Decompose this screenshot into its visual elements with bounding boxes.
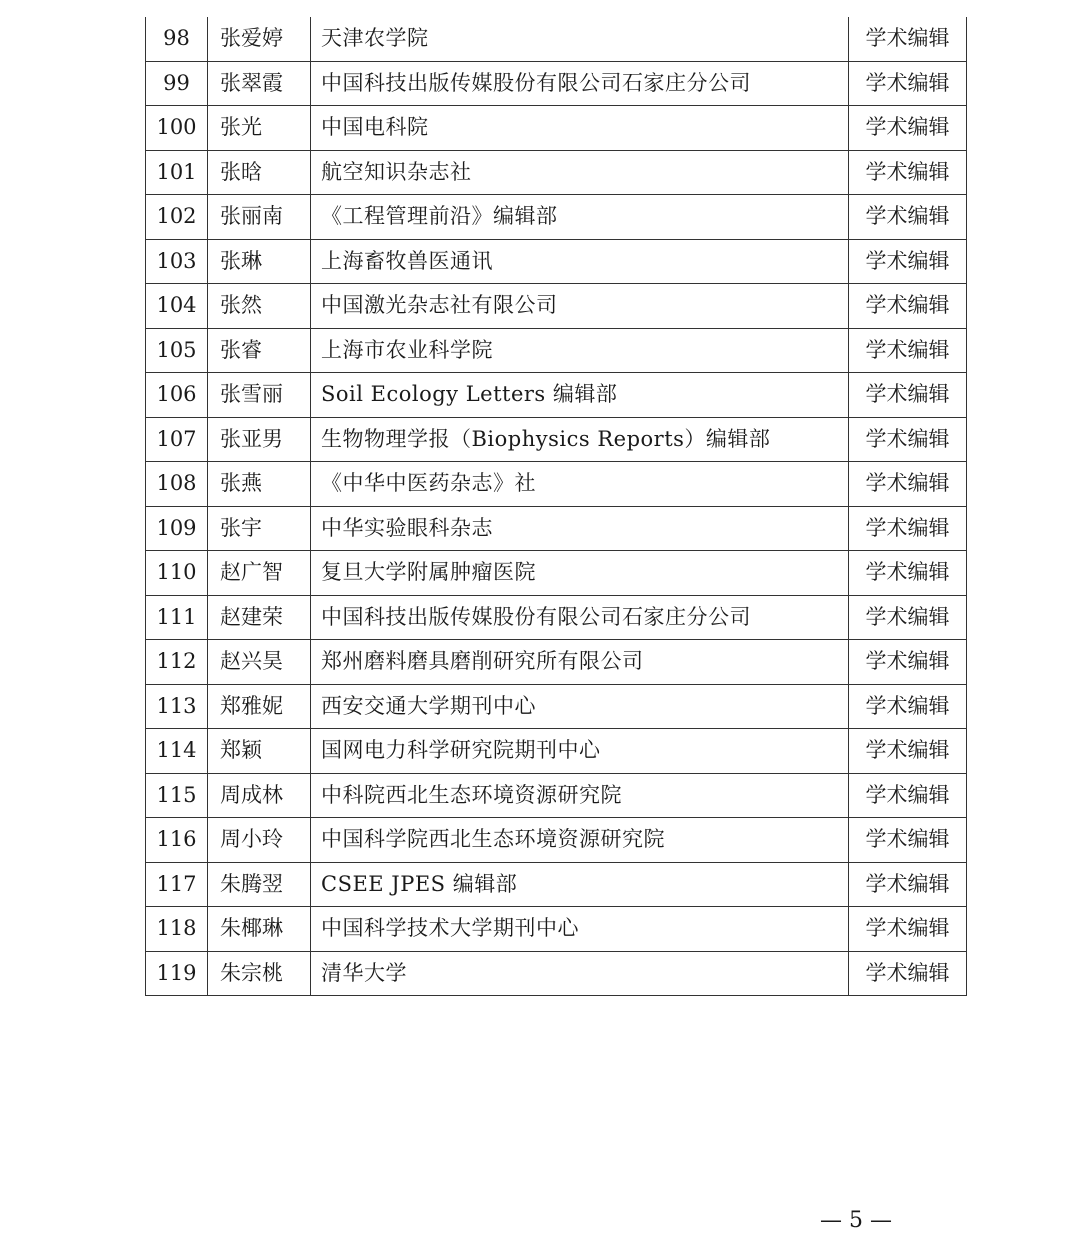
- name-cell: 周小玲: [208, 818, 311, 863]
- name-cell: 郑雅妮: [208, 684, 311, 729]
- table-row: [146, 106, 967, 151]
- table-row: [146, 684, 967, 729]
- role-cell: 学术编辑: [849, 239, 967, 284]
- organization-cell: 航空知识杂志社: [311, 150, 849, 195]
- name-cell: 朱宗桃: [208, 951, 311, 996]
- roster-table: [145, 17, 967, 996]
- name-cell: 张亚男: [208, 417, 311, 462]
- organization-cell: 清华大学: [311, 951, 849, 996]
- name-cell: 张然: [208, 284, 311, 329]
- role-cell: 学术编辑: [849, 373, 967, 418]
- row-number-cell: 115: [146, 773, 208, 818]
- row-number-cell: 117: [146, 862, 208, 907]
- row-number-cell: 106: [146, 373, 208, 418]
- role-cell: 学术编辑: [849, 106, 967, 151]
- row-number-cell: 104: [146, 284, 208, 329]
- organization-cell: 中国科技出版传媒股份有限公司石家庄分公司: [311, 595, 849, 640]
- role-cell: 学术编辑: [849, 595, 967, 640]
- name-cell: 张光: [208, 106, 311, 151]
- name-cell: 张雪丽: [208, 373, 311, 418]
- table-row: [146, 462, 967, 507]
- role-cell: 学术编辑: [849, 150, 967, 195]
- table-row: [146, 17, 967, 61]
- role-cell: 学术编辑: [849, 284, 967, 329]
- row-number-cell: 105: [146, 328, 208, 373]
- name-cell: 赵兴昊: [208, 640, 311, 685]
- name-cell: 张燕: [208, 462, 311, 507]
- table-row: [146, 417, 967, 462]
- row-number-cell: 112: [146, 640, 208, 685]
- row-number-cell: 118: [146, 907, 208, 952]
- name-cell: 朱腾翌: [208, 862, 311, 907]
- organization-cell: 复旦大学附属肿瘤医院: [311, 551, 849, 596]
- name-cell: 张翠霞: [208, 61, 311, 106]
- row-number-cell: 98: [146, 17, 208, 61]
- table-row: [146, 640, 967, 685]
- role-cell: 学术编辑: [849, 729, 967, 774]
- organization-cell: Soil Ecology Letters 编辑部: [311, 373, 849, 418]
- table-row: [146, 951, 967, 996]
- role-cell: 学术编辑: [849, 907, 967, 952]
- role-cell: 学术编辑: [849, 328, 967, 373]
- role-cell: 学术编辑: [849, 684, 967, 729]
- organization-cell: 《中华中医药杂志》社: [311, 462, 849, 507]
- organization-cell: 中国科学院西北生态环境资源研究院: [311, 818, 849, 863]
- row-number-cell: 99: [146, 61, 208, 106]
- organization-cell: 上海市农业科学院: [311, 328, 849, 373]
- role-cell: 学术编辑: [849, 195, 967, 240]
- table-row: [146, 328, 967, 373]
- organization-cell: 中国科技出版传媒股份有限公司石家庄分公司: [311, 61, 849, 106]
- name-cell: 张晗: [208, 150, 311, 195]
- row-number-cell: 107: [146, 417, 208, 462]
- row-number-cell: 119: [146, 951, 208, 996]
- role-cell: 学术编辑: [849, 61, 967, 106]
- organization-cell: 中科院西北生态环境资源研究院: [311, 773, 849, 818]
- table-row: [146, 551, 967, 596]
- role-cell: 学术编辑: [849, 506, 967, 551]
- role-cell: 学术编辑: [849, 462, 967, 507]
- table-row: [146, 373, 967, 418]
- table-row: [146, 239, 967, 284]
- organization-cell: 生物物理学报（Biophysics Reports）编辑部: [311, 417, 849, 462]
- organization-cell: 上海畜牧兽医通讯: [311, 239, 849, 284]
- row-number-cell: 116: [146, 818, 208, 863]
- name-cell: 周成林: [208, 773, 311, 818]
- roster-body: [146, 17, 967, 996]
- row-number-cell: 100: [146, 106, 208, 151]
- name-cell: 张爱婷: [208, 17, 311, 61]
- role-cell: 学术编辑: [849, 951, 967, 996]
- name-cell: 张琳: [208, 239, 311, 284]
- name-cell: 郑颖: [208, 729, 311, 774]
- organization-cell: CSEE JPES 编辑部: [311, 862, 849, 907]
- table-row: [146, 150, 967, 195]
- row-number-cell: 103: [146, 239, 208, 284]
- row-number-cell: 109: [146, 506, 208, 551]
- role-cell: 学术编辑: [849, 640, 967, 685]
- organization-cell: 天津农学院: [311, 17, 849, 61]
- table-row: [146, 862, 967, 907]
- role-cell: 学术编辑: [849, 417, 967, 462]
- name-cell: 张宇: [208, 506, 311, 551]
- table-row: [146, 61, 967, 106]
- organization-cell: 中国激光杂志社有限公司: [311, 284, 849, 329]
- name-cell: 赵建荣: [208, 595, 311, 640]
- name-cell: 朱椰琳: [208, 907, 311, 952]
- row-number-cell: 110: [146, 551, 208, 596]
- organization-cell: 《工程管理前沿》编辑部: [311, 195, 849, 240]
- organization-cell: 中国科学技术大学期刊中心: [311, 907, 849, 952]
- row-number-cell: 113: [146, 684, 208, 729]
- organization-cell: 西安交通大学期刊中心: [311, 684, 849, 729]
- organization-cell: 中华实验眼科杂志: [311, 506, 849, 551]
- row-number-cell: 102: [146, 195, 208, 240]
- row-number-cell: 101: [146, 150, 208, 195]
- role-cell: 学术编辑: [849, 551, 967, 596]
- table-row: [146, 595, 967, 640]
- table-row: [146, 773, 967, 818]
- name-cell: 张丽南: [208, 195, 311, 240]
- row-number-cell: 114: [146, 729, 208, 774]
- table-row: [146, 506, 967, 551]
- organization-cell: 中国电科院: [311, 106, 849, 151]
- role-cell: 学术编辑: [849, 818, 967, 863]
- row-number-cell: 108: [146, 462, 208, 507]
- row-number-cell: 111: [146, 595, 208, 640]
- page-number: — 5 —: [820, 1208, 892, 1233]
- organization-cell: 郑州磨料磨具磨削研究所有限公司: [311, 640, 849, 685]
- name-cell: 赵广智: [208, 551, 311, 596]
- role-cell: 学术编辑: [849, 862, 967, 907]
- organization-cell: 国网电力科学研究院期刊中心: [311, 729, 849, 774]
- table-row: [146, 818, 967, 863]
- name-cell: 张睿: [208, 328, 311, 373]
- table-row: [146, 284, 967, 329]
- table-row: [146, 729, 967, 774]
- table-row: [146, 195, 967, 240]
- role-cell: 学术编辑: [849, 17, 967, 61]
- table-row: [146, 907, 967, 952]
- role-cell: 学术编辑: [849, 773, 967, 818]
